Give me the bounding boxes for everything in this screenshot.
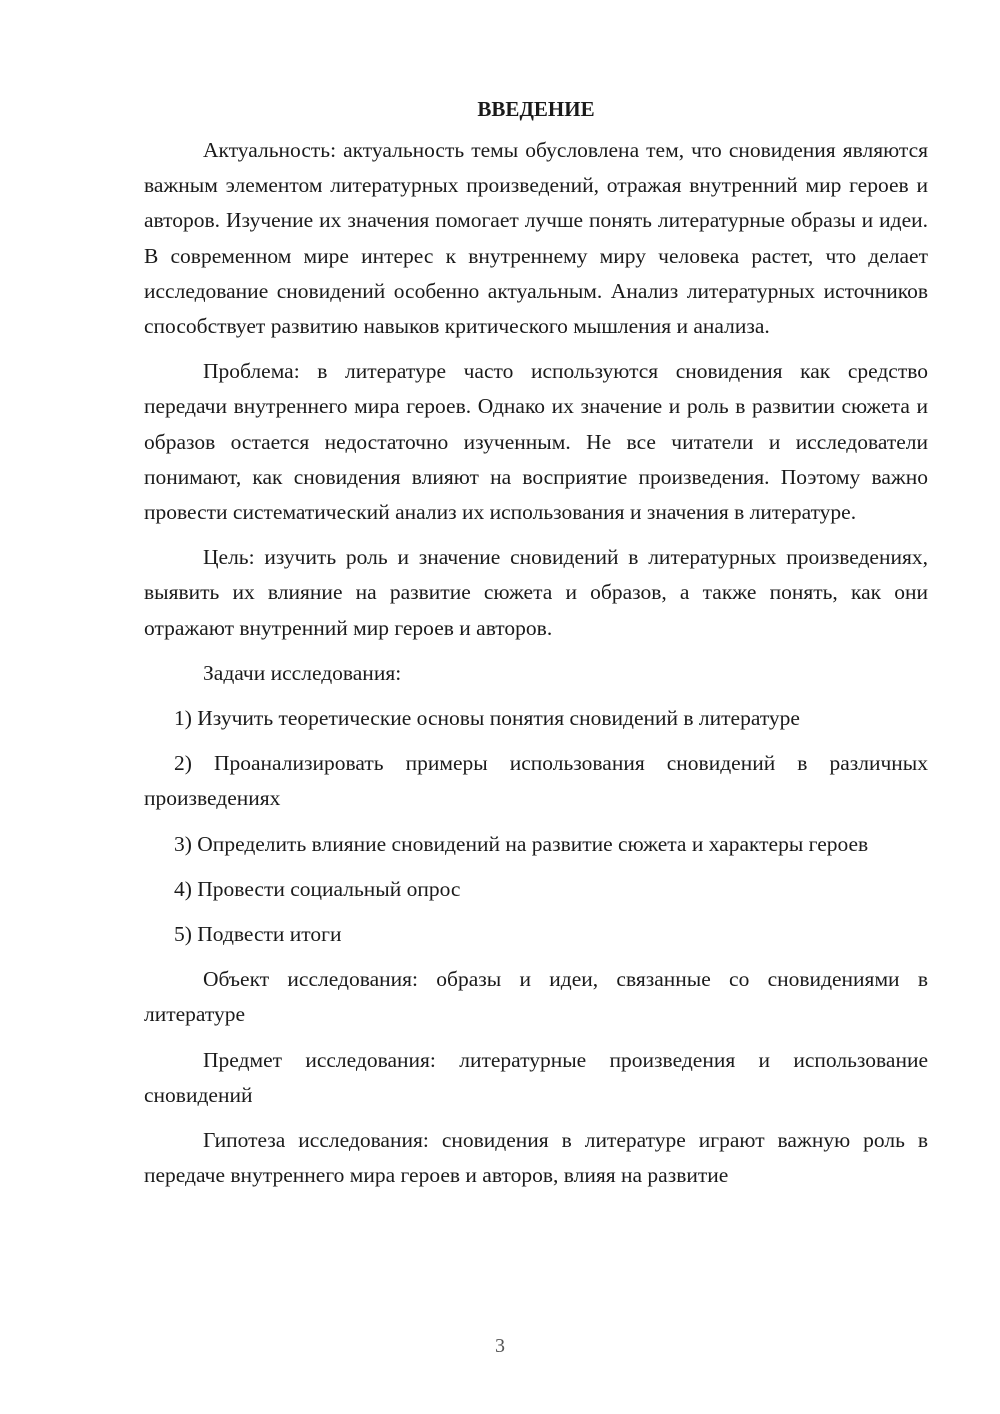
paragraph-tasks-heading: Задачи исследования: [203,660,402,685]
page-number: 3 [495,1335,505,1357]
paragraph-goal: Цель: изучить роль и значение сновидений в литературных произведениях, выявить их влияние на развитие сюжета и образов, а также понять, как они отражают внутренний мир героев и авторов. [144,545,928,640]
paragraph-problem: Проблема: в литературе часто используются сновидения как средство передачи внутреннего мира героев. Однако их значение и роль в развитии сюжета и образов остается недостаточно изученным. Не все читатели и исследователи понимают, как сновидения влияют на восприятие произведения. Поэтому важно провести систематический анализ их использования и значения в литературе. [144,359,928,525]
task-item-3: 3) Определить влияние сновидений на развитие сюжета и характеры героев [174,831,869,856]
page-content [144,92,928,1203]
paragraph-object: Объект исследования: образы и идеи, связанные со сновидениями в литературе [144,967,928,1027]
paragraph-hypothesis: Гипотеза исследования: сновидения в литературе играют важную роль в передаче внутреннего мира героев и авторов, влияя на развитие [144,1128,928,1188]
task-item-1: 1) Изучить теоретические основы понятия сновидений в литературе [174,706,800,731]
task-item-4: 4) Провести социальный опрос [174,876,461,901]
task-item-5: 5) Подвести итоги [174,922,342,947]
section-title: ВВЕДЕНИЕ [477,97,595,121]
task-item-2: 2) Проанализировать примеры использования сновидений в различных произведениях [144,751,928,811]
paragraph-relevance: Актуальность: актуальность темы обусловлена тем, что сновидения являются важным элементом литературных произведений, отражая внутренний мир героев и авторов. Изучение их значения помогает лучше понять литературные образы и идеи. В современном мире интерес к внутреннему миру человека растет, что делает исследование сновидений особенно актуальным. Анализ литературных источников способствует развитию навыков критического мышления и анализа. [144,138,928,339]
paragraph-subject: Предмет исследования: литературные произведения и использование сновидений [144,1047,928,1107]
